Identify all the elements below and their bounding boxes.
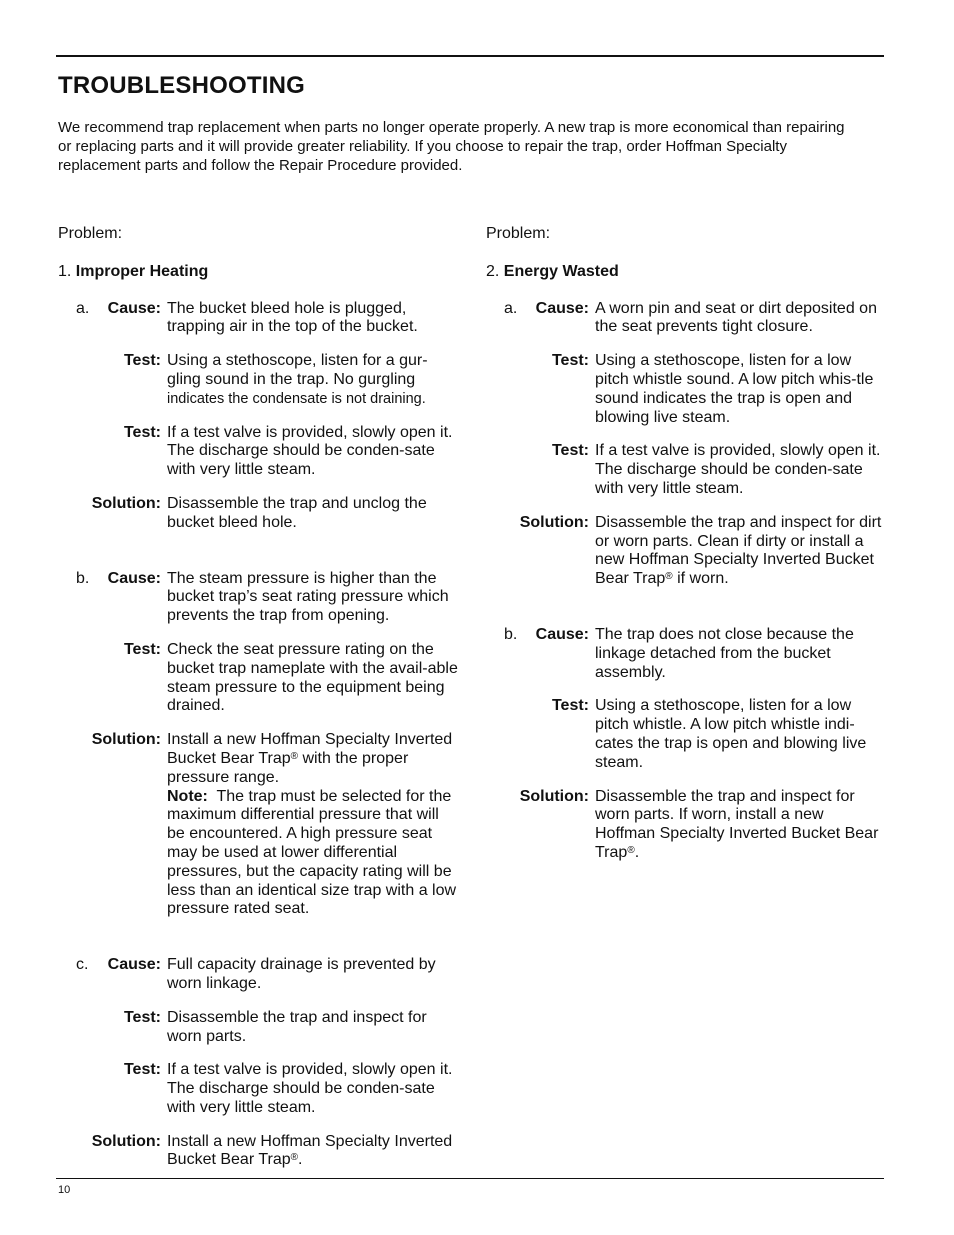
solution-row (58, 1133, 458, 1171)
registered-mark: ® (290, 1152, 298, 1164)
test-text-small: indicates the condensate is not draining. (167, 390, 426, 407)
cause-text: Full capacity drainage is prevented by worn linkage. (167, 956, 436, 992)
problem-label: Problem: (486, 225, 551, 242)
item-letter: c. (76, 956, 89, 974)
solution-text (595, 788, 886, 863)
right-column (486, 225, 886, 878)
registered-mark: ® (627, 844, 635, 856)
solution-text-tail: with the proper pressure range. (167, 749, 409, 786)
solution-text (167, 1133, 458, 1171)
test-text: Using a stethoscope, listen for a low pitch whistle sound. A low pitch whis-tle sound indicates the trap is open and blowing live steam. (595, 352, 874, 426)
solution-text-tail: . (634, 843, 640, 861)
left-column (58, 225, 458, 1185)
note-text: The trap must be selected for the maximum differential pressure that will be encountered. A high pressure seat may be used at lower differential pressures, but the capacity rating will be less than an identical size trap with a low pressure rated seat. (167, 787, 457, 918)
item-letter: a. (504, 299, 518, 317)
solution-text (167, 731, 458, 919)
test-text-main: Using a stethoscope, listen for a gur-gling sound in the trap. No gurgling (167, 352, 428, 388)
cause-label: Cause: (535, 625, 589, 643)
test-row (58, 1061, 458, 1117)
cause-label: Cause: (107, 569, 161, 587)
problem-heading (58, 263, 458, 282)
test-label: Test: (551, 352, 589, 370)
test-label: Test: (123, 1061, 161, 1079)
problem-heading (486, 263, 886, 282)
solution-row (486, 788, 886, 863)
test-label: Test: (123, 640, 161, 658)
test-text: If a test valve is provided, slowly open it. The discharge should be conden-sate with very little steam. (167, 423, 453, 479)
test-text: If a test valve is provided, slowly open it. The discharge should be conden-sate with very little steam. (595, 442, 881, 497)
test-row (486, 352, 886, 427)
cause-label: Cause: (535, 299, 589, 317)
cause-row (58, 300, 458, 338)
page-number: 10 (58, 1184, 71, 1196)
cause-label: Cause: (107, 956, 161, 974)
problem-label: Problem: (58, 225, 123, 242)
test-row (58, 352, 458, 408)
test-label: Test: (123, 423, 161, 441)
test-row (58, 1009, 458, 1047)
solution-text-tail: if worn. (672, 570, 729, 588)
solution-label: Solution: (519, 513, 589, 531)
problem-title: Energy Wasted (503, 262, 619, 280)
problem-title: Improper Heating (75, 262, 209, 280)
cause-text: The steam pressure is higher than the bucket trap’s seat rating pressure which prevents the trap from opening. (167, 569, 449, 625)
test-text: Disassemble the trap and inspect for worn parts. (167, 1008, 427, 1045)
test-row (486, 697, 886, 772)
top-rule (56, 55, 884, 57)
registered-mark: ® (665, 571, 673, 583)
cause-row (486, 626, 886, 682)
test-text: Check the seat pressure rating on the bucket trap nameplate with the avail-able steam pressure to the equipment being drained. (167, 640, 458, 715)
solution-text-main: Install a new Hoffman Specialty Inverted Bucket Bear Trap (167, 1132, 453, 1169)
solution-text-main: Install a new Hoffman Specialty Inverted Bucket Bear Trap (167, 731, 453, 767)
cause-text: The bucket bleed hole is plugged, trapping air in the top of the bucket. (167, 299, 418, 336)
note-label: Note: (167, 787, 208, 805)
item-letter: b. (504, 625, 518, 643)
test-text (167, 352, 458, 408)
solution-text: Disassemble the trap and unclog the bucket bleed hole. (167, 494, 427, 531)
solution-text-main: Disassemble the trap and inspect for dirt or worn parts. Clean if dirty or install a new Hoffman Specialty Inverted Bucket Bear Trap (595, 513, 882, 588)
test-text: If a test valve is provided, slowly open it. The discharge should be conden-sate with very little steam. (167, 1061, 453, 1116)
test-row (486, 442, 886, 498)
cause-row (486, 300, 886, 338)
solution-row (58, 731, 458, 919)
test-row (58, 641, 458, 716)
test-label: Test: (551, 442, 589, 460)
item-letter: a. (76, 299, 90, 317)
cause-row (58, 570, 458, 626)
test-row (58, 424, 458, 480)
bottom-rule (56, 1178, 884, 1179)
solution-label: Solution: (91, 1132, 161, 1150)
cause-text: A worn pin and seat or dirt deposited on the seat prevents tight closure. (595, 299, 877, 336)
cause-row (58, 956, 458, 994)
test-label: Test: (123, 352, 161, 370)
problem-number: 2. (486, 262, 500, 280)
intro-paragraph: We recommend trap replacement when parts no longer operate properly. A new trap is more economical than repairing or replacing parts and it will provide greater reliability. If you choose to repair the trap, order Hoffman Specialty replacement parts and follow the Repair Procedure provided. (58, 119, 845, 174)
solution-label: Solution: (91, 731, 161, 749)
test-label: Test: (123, 1008, 161, 1026)
page-title: TROUBLESHOOTING (58, 72, 305, 99)
solution-label: Solution: (91, 494, 161, 512)
problem-number: 1. (58, 262, 72, 280)
solution-row (486, 514, 886, 589)
test-text: Using a stethoscope, listen for a low pitch whistle. A low pitch whistle indi-cates the trap is open and blowing live steam. (595, 697, 867, 771)
solution-label: Solution: (519, 787, 589, 805)
solution-row (58, 495, 458, 533)
test-label: Test: (551, 697, 589, 715)
solution-text-main: Disassemble the trap and inspect for worn parts. If worn, install a new Hoffman Specialty Inverted Bucket Bear Trap (595, 787, 879, 861)
registered-mark: ® (290, 750, 298, 762)
solution-text-tail: . (298, 1151, 303, 1169)
cause-text: The trap does not close because the linkage detached from the bucket assembly. (595, 625, 854, 681)
item-letter: b. (76, 569, 90, 587)
solution-text (595, 514, 886, 589)
cause-label: Cause: (107, 299, 161, 317)
